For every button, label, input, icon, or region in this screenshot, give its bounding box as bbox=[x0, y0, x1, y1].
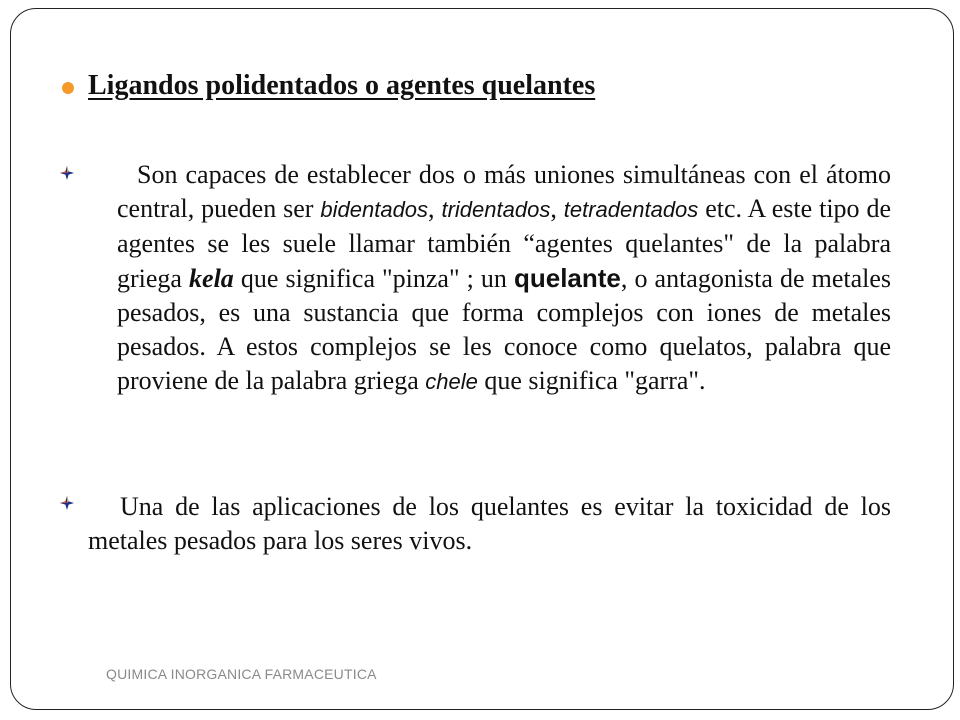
term-quelante: quelante bbox=[513, 263, 621, 293]
paragraph-1-text-d: etc. A este tipo de agentes se les suele llamar también “agentes quelantes" de la palabra griega bbox=[117, 194, 892, 293]
paragraph-1-text-e: que significa "pinza" ; un bbox=[233, 264, 514, 293]
term-tetradentados: tetradentados bbox=[563, 197, 699, 222]
paragraph-1-text-c: , bbox=[550, 194, 564, 223]
orange-dot-icon bbox=[62, 82, 74, 94]
four-point-star-icon bbox=[60, 496, 74, 510]
paragraph-2-text: Una de las aplicaciones de los quelantes es evitar la toxicidad de los metales pesados para los seres vivos. bbox=[88, 492, 891, 555]
term-bidentados: bidentados bbox=[320, 197, 429, 222]
paragraph-2 bbox=[88, 490, 891, 558]
four-point-star-icon bbox=[60, 166, 74, 180]
term-chele: chele bbox=[425, 369, 478, 394]
slide-heading: Ligandos polidentados o agentes quelantes bbox=[88, 70, 596, 101]
paragraph-1-text-b: , bbox=[428, 194, 442, 223]
paragraph-1 bbox=[117, 158, 891, 399]
term-tridentados: tridentados bbox=[441, 197, 551, 222]
paragraph-1-text-f: , o antagonista de metales pesados, es una sustancia que forma complejos con iones de metales pesados. A estos complejos se les conoce como quelatos, palabra que proviene de la palabra griega bbox=[117, 264, 892, 395]
paragraph-1-text-g: que significa "garra". bbox=[477, 366, 706, 395]
slide-footer: QUIMICA INORGANICA FARMACEUTICA bbox=[106, 666, 377, 682]
term-kela: kela bbox=[189, 264, 234, 293]
paragraph-1-text-a: Son capaces de establecer dos o más uniones simultáneas con el átomo central, pueden ser bbox=[117, 160, 891, 223]
heading-row bbox=[62, 70, 882, 110]
